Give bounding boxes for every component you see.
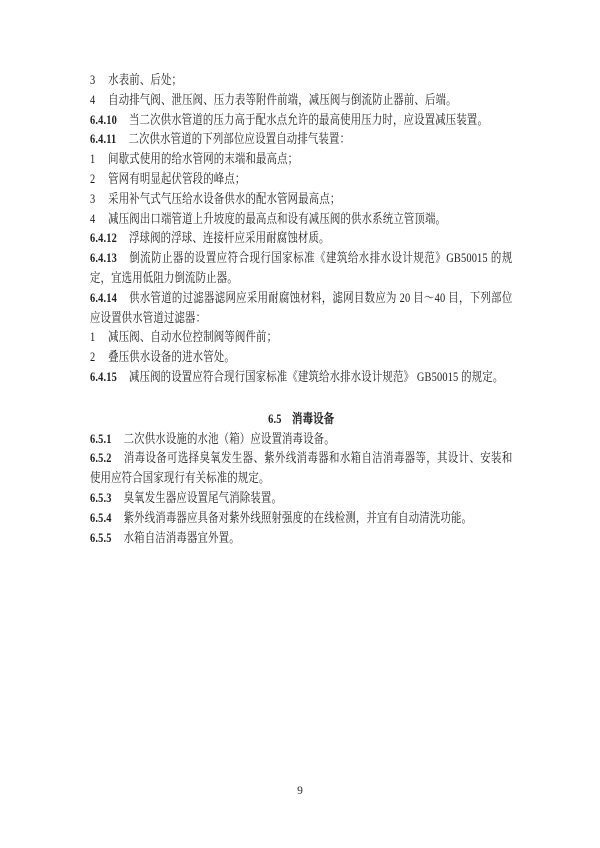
clause-text: 消毒设备可选择臭氧发生器、紫外线消毒器和水箱自洁消毒器等，其设计、安装和使用应符合国家现行有关标准的规定。	[90, 450, 513, 486]
list-item-text: 采用补气式气压给水设备供水的配水管网最高点；	[108, 190, 341, 206]
clause	[90, 288, 512, 328]
clause-number: 6.5.1	[90, 430, 112, 446]
clause-number: 6.4.15	[90, 368, 117, 384]
clause-text: 二次供水设施的水池（箱）应设置消毒设备。	[123, 430, 335, 446]
section-title: 消毒设备	[292, 410, 335, 426]
clause-number: 6.4.12	[90, 230, 117, 246]
list-item	[90, 70, 512, 90]
list-item-text: 减压阀、自动水位控制阀等阀件前；	[108, 329, 278, 345]
section-heading	[90, 409, 512, 429]
list-item-text: 叠压供水设备的进水管处。	[108, 349, 235, 365]
list-item-number: 1	[90, 329, 96, 345]
list-item	[90, 327, 512, 347]
clause-text: 当二次供水管道的压力高于配水点允许的最高使用压力时，应设置减压装置。	[128, 111, 489, 127]
clause	[90, 448, 512, 488]
clause-text: 倒流防止器的设置应符合现行国家标准《建筑给水排水设计规范》GB50015 的规定，宜选用低阻力倒流防止器。	[90, 250, 513, 285]
clause-text: 紫外线消毒器应具备对紫外线照射强度的在线检测，并宜有自动清洗功能。	[123, 509, 473, 525]
clause-text: 二次供水管道的下列部位应设置自动排气装置：	[128, 131, 351, 147]
list-item-number: 2	[90, 170, 96, 186]
list-item-text: 水表前、后处；	[108, 72, 183, 87]
clause-text: 臭氧发生器应设置尾气消除装置。	[123, 489, 283, 505]
list-item	[90, 347, 512, 367]
clause	[90, 367, 512, 387]
list-item-text: 自动排气阀、泄压阀、压力表等附件前端，减压阀与倒流防止器前、后端。	[108, 91, 457, 107]
clause-number: 6.5.4	[90, 509, 112, 525]
list-item-number: 3	[90, 190, 96, 206]
list-item-number: 4	[90, 210, 96, 226]
clause-number: 6.5.2	[90, 450, 112, 466]
clause-number: 6.5.5	[90, 529, 112, 545]
page-number: 9	[297, 785, 303, 797]
list-item-number: 2	[90, 349, 96, 365]
clause-number: 6.5.3	[90, 489, 112, 505]
clause-number: 6.4.10	[90, 111, 117, 127]
clause-text: 减压阀的设置应符合现行国家标准《建筑给水排水设计规范》 GB50015 的规定。	[128, 368, 504, 384]
clause-number: 6.4.14	[90, 289, 117, 305]
list-item	[90, 189, 512, 209]
list-item	[90, 169, 512, 189]
clause	[90, 488, 512, 508]
clause-number: 6.4.13	[90, 250, 117, 266]
list-item-number: 4	[90, 91, 96, 107]
clause	[90, 248, 512, 288]
list-item	[90, 209, 512, 229]
document-body	[90, 70, 512, 547]
clause	[90, 228, 512, 248]
clause-text: 水箱自洁消毒器宜外置。	[123, 529, 240, 545]
list-item-number: 3	[90, 72, 96, 87]
clause	[90, 508, 512, 528]
list-item	[90, 90, 512, 110]
list-item-text: 管网有明显起伏管段的峰点；	[108, 170, 246, 186]
clause	[90, 129, 512, 149]
list-item-text: 间歇式使用的给水管网的末端和最高点；	[108, 151, 299, 167]
clause-text: 供水管道的过滤器滤网应采用耐腐蚀材料，滤网目数应为 20 目～40 目，下列部位应设置供水管道过滤器：	[90, 289, 513, 325]
list-item-text: 减压阀出口端管道上升坡度的最高点和设有减压阀的供水系统立管顶端。	[108, 210, 447, 226]
clause	[90, 429, 512, 449]
clause	[90, 528, 512, 548]
clause-number: 6.4.11	[90, 131, 117, 147]
clause-text: 浮球阀的浮球、连接杆应采用耐腐蚀材质。	[128, 230, 330, 246]
list-item-number: 1	[90, 151, 96, 167]
clause	[90, 110, 512, 130]
list-item	[90, 149, 512, 169]
section-number: 6.5	[268, 410, 282, 426]
